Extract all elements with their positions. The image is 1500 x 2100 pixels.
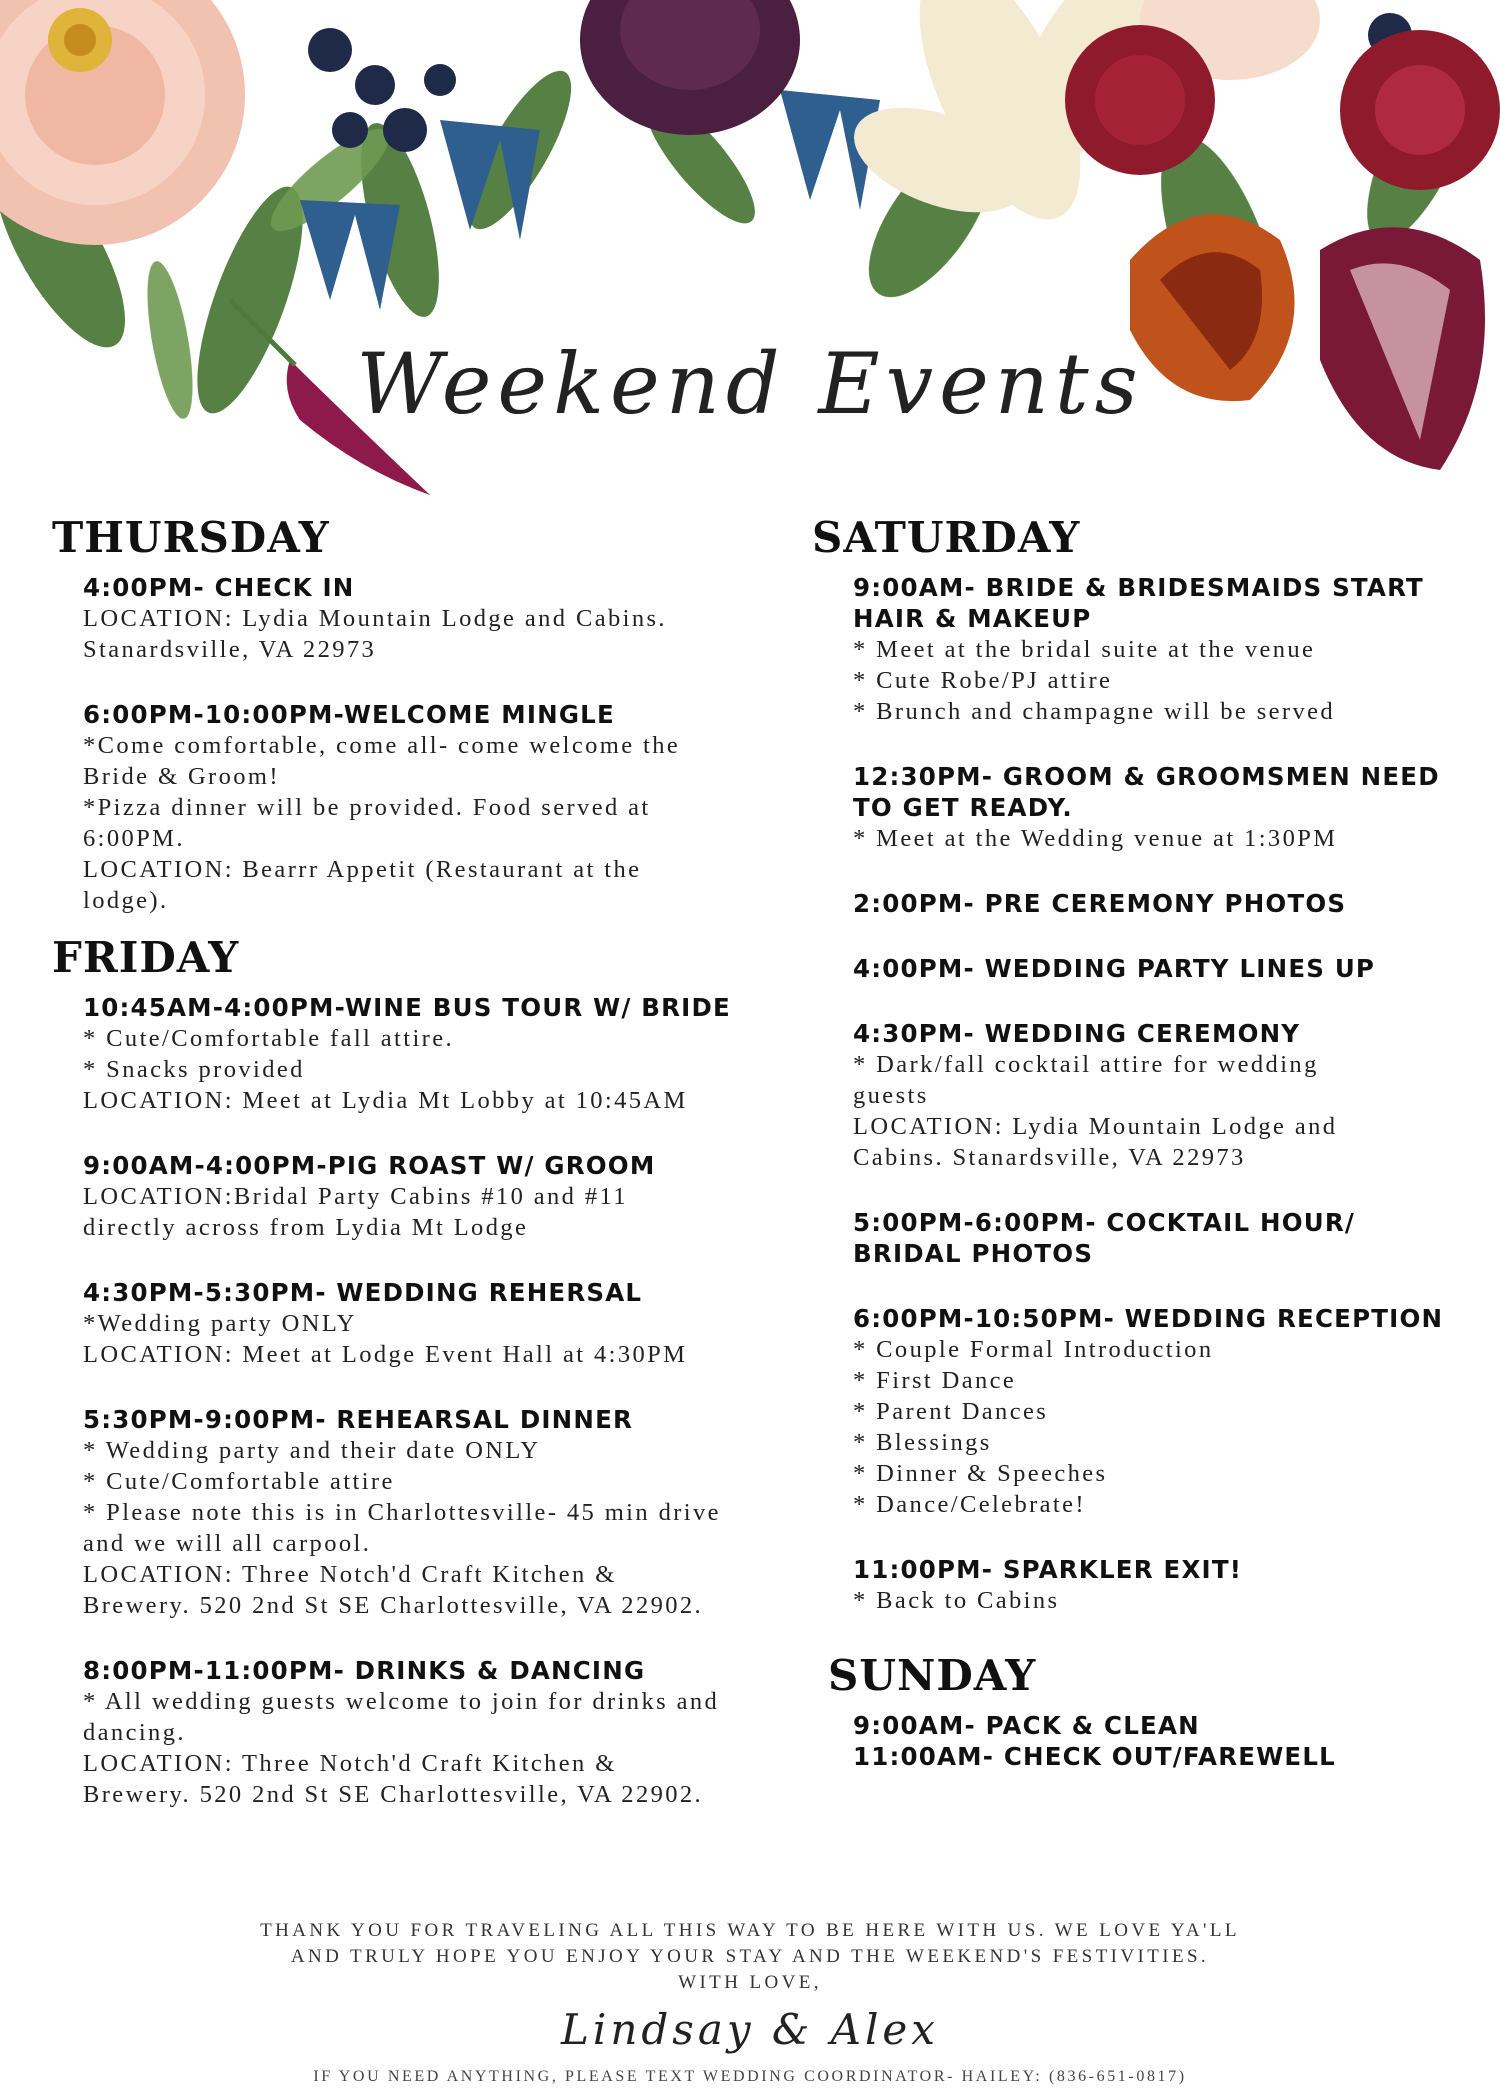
event-item xyxy=(83,572,782,665)
event-detail: * Snacks provided xyxy=(83,1056,305,1083)
event-title: 10:45AM-4:00PM-WINE BUS TOUR W/ BRIDE xyxy=(83,993,731,1022)
event-title: 11:00AM- CHECK OUT/FAREWELL xyxy=(853,1742,1336,1771)
left-column xyxy=(52,512,782,1844)
event-detail: * Blessings xyxy=(853,1429,992,1456)
event-title: 5:00PM-6:00PM- COCKTAIL HOUR/ BRIDAL PHOTOS xyxy=(853,1208,1356,1268)
footer xyxy=(0,1918,1500,2086)
event-item xyxy=(853,888,1462,919)
floral-header-illustration xyxy=(0,0,1500,520)
event-item xyxy=(853,953,1462,984)
event-item xyxy=(83,1150,782,1243)
right-column xyxy=(812,512,1462,1772)
event-item xyxy=(853,1554,1462,1616)
event-detail: * Dark/fall cocktail attire for wedding xyxy=(853,1051,1319,1078)
event-detail: dancing. xyxy=(83,1719,186,1746)
event-detail: * Parent Dances xyxy=(853,1398,1049,1425)
event-detail: 6:00PM. xyxy=(83,825,185,852)
event-item xyxy=(83,1655,782,1810)
event-detail: Brewery. 520 2nd St SE Charlottesville, VA 22902. xyxy=(83,1592,704,1619)
event-detail: LOCATION: Lydia Mountain Lodge and Cabins. xyxy=(83,605,667,632)
event-title: 4:00PM- WEDDING PARTY LINES UP xyxy=(853,954,1376,983)
event-detail: lodge). xyxy=(83,887,169,914)
event-detail: LOCATION: Meet at Lydia Mt Lobby at 10:45AM xyxy=(83,1087,688,1114)
day-heading-thursday: THURSDAY xyxy=(52,513,330,562)
event-item xyxy=(83,699,782,916)
coordinator-contact: IF YOU NEED ANYTHING, PLEASE TEXT WEDDING COORDINATOR- HAILEY: (836-651-0817) xyxy=(313,2068,1187,2085)
event-detail: * Meet at the bridal suite at the venue xyxy=(853,636,1316,663)
event-detail: guests xyxy=(853,1082,929,1109)
event-detail: * Couple Formal Introduction xyxy=(853,1336,1214,1363)
event-title: 8:00PM-11:00PM- DRINKS & DANCING xyxy=(83,1656,646,1685)
event-title: 5:30PM-9:00PM- REHEARSAL DINNER xyxy=(83,1405,634,1434)
day-section-sunday xyxy=(828,1650,1462,1772)
with-love-line: WITH LOVE, xyxy=(678,1972,822,1993)
day-heading-saturday: SATURDAY xyxy=(812,513,1081,562)
event-detail: LOCATION: Three Notch'd Craft Kitchen & xyxy=(83,1750,617,1777)
event-item xyxy=(83,1277,782,1370)
event-detail: * Brunch and champagne will be served xyxy=(853,698,1336,725)
event-title: 12:30PM- GROOM & GROOMSMEN NEED TO GET READY. xyxy=(853,762,1440,822)
event-detail: * Cute/Comfortable fall attire. xyxy=(83,1025,455,1052)
event-detail: LOCATION: Lydia Mountain Lodge and xyxy=(853,1113,1338,1140)
event-detail: LOCATION:Bridal Party Cabins #10 and #11 xyxy=(83,1183,628,1210)
event-title: 11:00PM- SPARKLER EXIT! xyxy=(853,1555,1243,1584)
event-detail: * Wedding party and their date ONLY xyxy=(83,1437,541,1464)
event-detail: * Cute/Comfortable attire xyxy=(83,1468,395,1495)
event-title: 9:00AM- BRIDE & BRIDESMAIDS START HAIR & MAKEUP xyxy=(853,573,1424,633)
event-item xyxy=(853,1018,1462,1173)
event-detail: * First Dance xyxy=(853,1367,1017,1394)
event-title: 2:00PM- PRE CEREMONY PHOTOS xyxy=(853,889,1347,918)
event-item xyxy=(853,1303,1462,1520)
event-detail: directly across from Lydia Mt Lodge xyxy=(83,1214,529,1241)
event-item xyxy=(853,572,1462,727)
event-title: 9:00AM-4:00PM-PIG ROAST W/ GROOM xyxy=(83,1151,656,1180)
event-detail: * Meet at the Wedding venue at 1:30PM xyxy=(853,825,1338,852)
event-title: 6:00PM-10:00PM-WELCOME MINGLE xyxy=(83,700,615,729)
event-title: 6:00PM-10:50PM- WEDDING RECEPTION xyxy=(853,1304,1444,1333)
event-detail: LOCATION: Three Notch'd Craft Kitchen & xyxy=(83,1561,617,1588)
day-section-thursday xyxy=(52,512,782,916)
day-heading-sunday: SUNDAY xyxy=(828,1651,1037,1700)
signature: Lindsay & Alex xyxy=(561,2005,939,2054)
event-item xyxy=(853,761,1462,854)
day-heading-friday: FRIDAY xyxy=(52,933,240,982)
event-item xyxy=(83,992,782,1116)
event-title: 4:30PM-5:30PM- WEDDING REHERSAL xyxy=(83,1278,643,1307)
page-title: Weekend Events xyxy=(356,335,1144,433)
event-detail: * Dinner & Speeches xyxy=(853,1460,1108,1487)
event-detail: LOCATION: Bearrr Appetit (Restaurant at the xyxy=(83,856,642,883)
event-detail: * Dance/Celebrate! xyxy=(853,1491,1086,1518)
event-title: 4:30PM- WEDDING CEREMONY xyxy=(853,1019,1301,1048)
event-detail: *Wedding party ONLY xyxy=(83,1310,357,1337)
day-section-saturday xyxy=(812,512,1462,1616)
event-detail: Brewery. 520 2nd St SE Charlottesville, VA 22902. xyxy=(83,1781,704,1808)
thank-you-line: AND TRULY HOPE YOU ENJOY YOUR STAY AND THE WEEKEND'S FESTIVITIES. xyxy=(290,1946,1210,1967)
event-detail: Cabins. Stanardsville, VA 22973 xyxy=(853,1144,1246,1171)
event-detail: * Cute Robe/PJ attire xyxy=(853,667,1113,694)
event-title: 4:00PM- CHECK IN xyxy=(83,573,355,602)
event-item xyxy=(83,1404,782,1621)
event-detail: *Pizza dinner will be provided. Food served at xyxy=(83,794,651,821)
event-detail: * Back to Cabins xyxy=(853,1587,1060,1614)
event-detail: * All wedding guests welcome to join for drinks and xyxy=(83,1688,720,1715)
event-detail: *Come comfortable, come all- come welcome the xyxy=(83,732,681,759)
event-detail: Bride & Groom! xyxy=(83,763,280,790)
day-section-friday xyxy=(52,932,782,1810)
event-title: 9:00AM- PACK & CLEAN xyxy=(853,1711,1200,1740)
event-item xyxy=(853,1207,1462,1269)
event-detail: Stanardsville, VA 22973 xyxy=(83,636,377,663)
event-detail: and we will all carpool. xyxy=(83,1530,372,1557)
thank-you-line: THANK YOU FOR TRAVELING ALL THIS WAY TO BE HERE WITH US. WE LOVE YA'LL xyxy=(260,1920,1240,1941)
event-detail: * Please note this is in Charlottesville- 45 min drive xyxy=(83,1499,721,1526)
event-detail: LOCATION: Meet at Lodge Event Hall at 4:30PM xyxy=(83,1341,688,1368)
